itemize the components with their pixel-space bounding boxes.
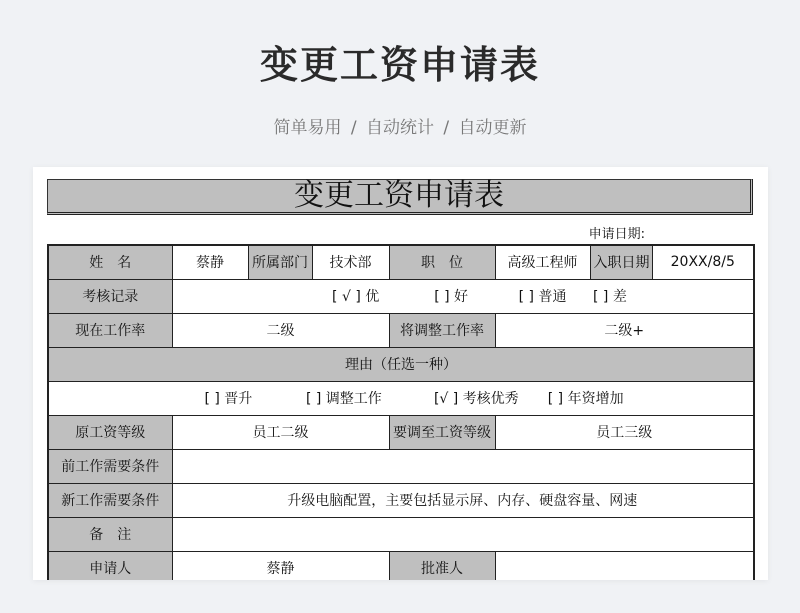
review-options[interactable]: [172, 279, 754, 313]
subtitle-part: 自动更新: [458, 118, 527, 138]
table-row: [48, 279, 754, 313]
form-table: [47, 244, 755, 580]
position-value[interactable]: 高级工程师: [495, 245, 590, 279]
preview-card: [33, 167, 768, 580]
table-row: [48, 381, 754, 415]
subtitle-part: 自动统计: [366, 118, 434, 138]
review-option[interactable]: [ ] 普通: [518, 289, 567, 305]
dept-label: 所属部门: [248, 245, 312, 279]
current-rate-value[interactable]: 二级: [172, 313, 389, 347]
position-label: 职 位: [389, 245, 495, 279]
join-date-value[interactable]: 20XX/8/5: [652, 245, 754, 279]
review-option[interactable]: [ ] 差: [593, 289, 627, 305]
name-value[interactable]: 蔡静: [172, 245, 248, 279]
subtitle-separator: /: [443, 118, 450, 138]
spreadsheet: [47, 179, 753, 580]
name-label: 姓 名: [48, 245, 172, 279]
adjust-rate-label: 将调整工作率: [389, 313, 495, 347]
subtitle-part: 简单易用: [273, 118, 342, 138]
subtitle-separator: /: [350, 118, 357, 138]
sheet-title: 变更工资申请表: [47, 179, 753, 215]
date-row: [47, 215, 753, 244]
table-row: [48, 449, 754, 483]
table-row: [48, 313, 754, 347]
new-requirement-value[interactable]: 升级电脑配置，主要包括显示屏、内存、硬盘容量、网速: [172, 483, 754, 517]
adjust-rate-value[interactable]: 二级+: [495, 313, 754, 347]
reason-option[interactable]: [ ] 晋升: [204, 391, 253, 407]
review-option[interactable]: [ ] 好: [434, 289, 469, 305]
review-option[interactable]: [ √ ] 优: [332, 289, 380, 305]
table-row: [48, 517, 754, 551]
orig-grade-value[interactable]: 员工二级: [172, 415, 389, 449]
new-requirement-label: 新工作需要条件: [48, 483, 172, 517]
reason-option[interactable]: [√ ] 考核优秀: [433, 391, 519, 407]
page-subtitle: [0, 113, 800, 138]
applicant-label: 申请人: [48, 551, 172, 580]
date-label: 申请日期:: [588, 227, 645, 242]
reason-option[interactable]: [ ] 调整工作: [305, 391, 382, 407]
table-row: [48, 347, 754, 381]
reason-option[interactable]: [ ] 年资增加: [547, 391, 624, 407]
table-row: [48, 483, 754, 517]
remarks-value[interactable]: [172, 517, 754, 551]
review-label: 考核记录: [48, 279, 172, 313]
new-grade-value[interactable]: 员工三级: [495, 415, 754, 449]
orig-grade-label: 原工资等级: [48, 415, 172, 449]
table-row: [48, 415, 754, 449]
approver-value[interactable]: [495, 551, 754, 580]
table-row: [48, 245, 754, 279]
dept-value[interactable]: 技术部: [312, 245, 389, 279]
table-row: [48, 551, 754, 580]
current-rate-label: 现在工作率: [48, 313, 172, 347]
approver-label: 批准人: [389, 551, 495, 580]
page-title: 变更工资申请表: [259, 43, 540, 87]
prev-requirement-value[interactable]: [172, 449, 754, 483]
reason-header: 理由（任选一种）: [48, 347, 754, 381]
reason-options[interactable]: [48, 381, 754, 415]
remarks-label: 备 注: [48, 517, 172, 551]
join-date-label: 入职日期: [590, 245, 652, 279]
prev-requirement-label: 前工作需要条件: [48, 449, 172, 483]
new-grade-label: 要调至工资等级: [389, 415, 495, 449]
applicant-value[interactable]: 蔡静: [172, 551, 389, 580]
